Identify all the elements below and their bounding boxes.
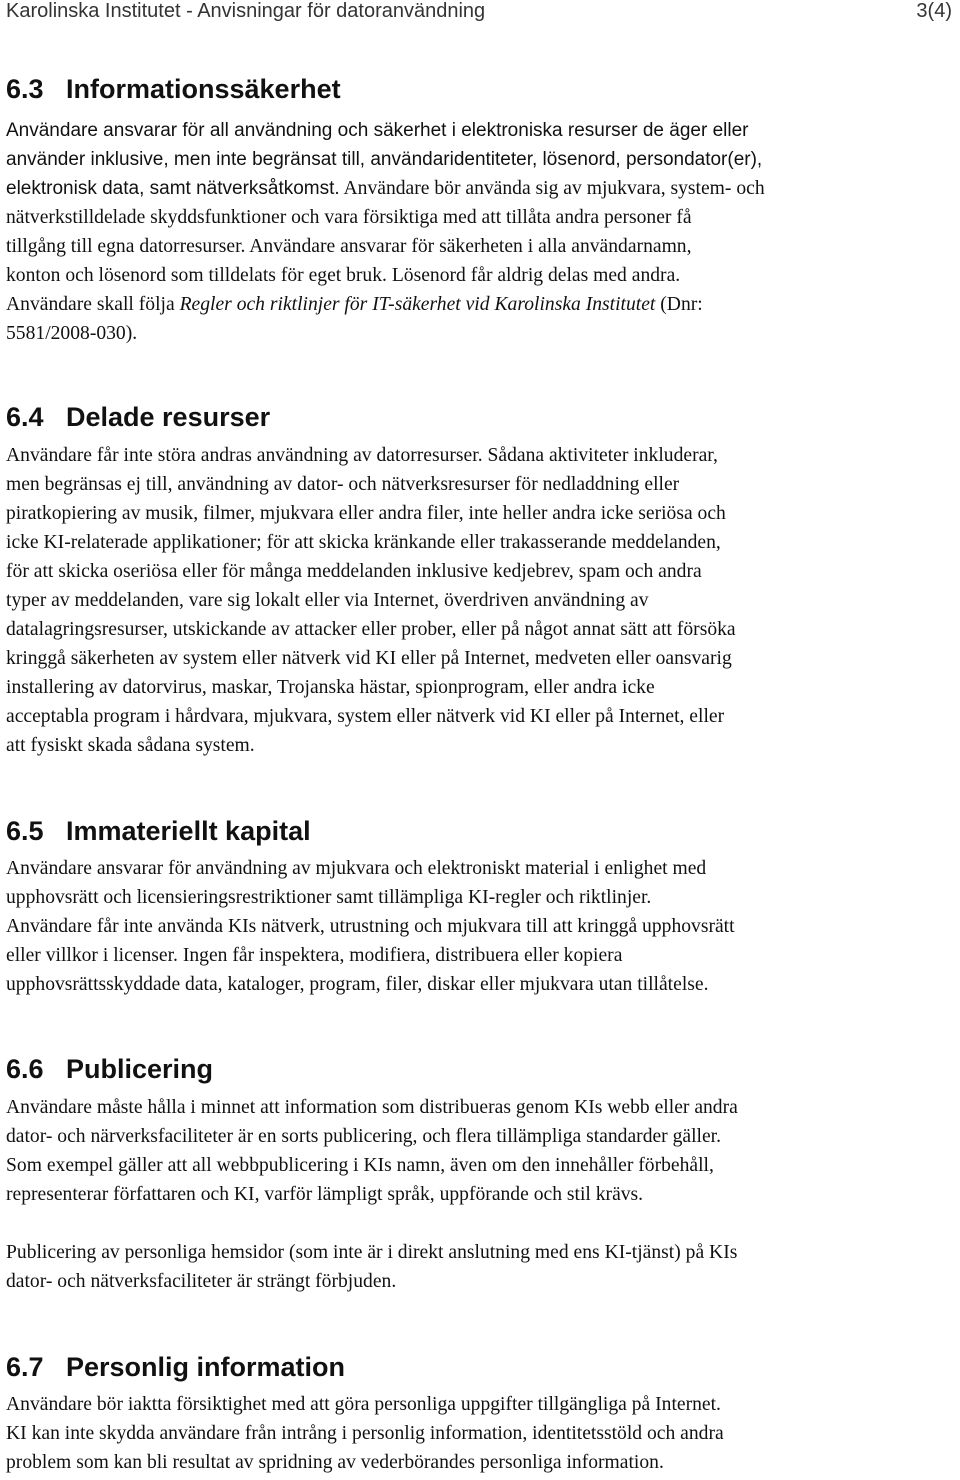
text-line: upphovsrättsskyddade data, kataloger, program, filer, diskar eller mjukvara utan tillåtelse.: [6, 974, 709, 995]
text-line: att fysiskt skada sådana system.: [6, 735, 255, 756]
section-title: Immateriellt kapital: [66, 816, 311, 846]
text-line: använder inklusive, men inte begränsat till, användaridentiteter, lösenord, persondator(er),: [6, 149, 763, 170]
text-line: Användare får inte använda KIs nätverk, utrustning och mjukvara till att kringgå upphovsrätt: [6, 916, 735, 937]
section-6-4-heading: [6, 401, 270, 433]
text-segment: Användare bör använda sig av mjukvara, system- och: [339, 178, 765, 199]
section-6-5-paragraph: [6, 854, 954, 999]
text-segment: elektronisk data, samt nätverksåtkomst.: [6, 178, 340, 199]
text-line: representerar författaren och KI, varför lämpligt språk, uppförande och stil krävs.: [6, 1184, 644, 1205]
text-line: acceptabla program i hårdvara, mjukvara, system eller nätverk vid KI eller på Internet, eller: [6, 706, 725, 727]
section-number: 6.5: [6, 816, 44, 846]
text-line: [6, 290, 954, 319]
section-number: 6.6: [6, 1054, 44, 1084]
section-6-5-heading: [6, 815, 311, 847]
page-header: [6, 0, 952, 28]
section-title: Personlig information: [66, 1352, 346, 1382]
text-line: nätverkstilldelade skyddsfunktioner och vara försiktiga med att tillåta andra personer få: [6, 207, 692, 228]
text-line: typer av meddelanden, vare sig lokalt eller via Internet, överdriven användning av: [6, 590, 649, 611]
text-line: Som exempel gäller att all webbpublicering i KIs namn, även om den innehåller förbehåll,: [6, 1155, 714, 1176]
section-number: 6.7: [6, 1352, 44, 1382]
text-line: Användare ansvarar för all användning och säkerhet i elektroniska resurser de äger eller: [6, 120, 749, 141]
section-title: Delade resurser: [66, 402, 271, 432]
text-line: [6, 174, 954, 203]
text-line: dator- och närverksfaciliteter är en sorts publicering, och flera tillämpliga standarder gäller.: [6, 1126, 722, 1147]
section-title: Informationssäkerhet: [66, 74, 341, 104]
text-line: upphovsrätt och licensieringsrestriktioner samt tillämpliga KI-regler och riktlinjer.: [6, 887, 652, 908]
section-6-6-paragraph-2: [6, 1238, 954, 1296]
text-line: installering av datorvirus, maskar, Trojanska hästar, spionprogram, eller andra icke: [6, 677, 655, 698]
header-title: Karolinska Institutet - Anvisningar för datoranvändning: [6, 0, 486, 22]
section-6-3-heading: [6, 73, 341, 105]
text-segment: (Dnr:: [655, 294, 703, 315]
text-line: dator- och nätverksfaciliteter är strängt förbjuden.: [6, 1271, 397, 1292]
section-6-6-heading: [6, 1053, 213, 1085]
text-line: eller villkor i licenser. Ingen får inspektera, modifiera, distribuera eller kopiera: [6, 945, 623, 966]
document-reference: Regler och riktlinjer för IT-säkerhet vid Karolinska Institutet: [179, 294, 656, 315]
text-line: för att skicka oseriösa eller för många meddelanden inklusive kedjebrev, spam och andra: [6, 561, 702, 582]
section-6-7-heading: [6, 1351, 345, 1383]
text-line: Användare bör iaktta försiktighet med att göra personliga uppgifter tillgängliga på Internet.: [6, 1394, 721, 1415]
text-line: KI kan inte skydda användare från intrång i personlig information, identitetsstöld och andra: [6, 1423, 724, 1444]
text-line: datalagringsresurser, utskickande av attacker eller prober, eller på något annat sätt att försöka: [6, 619, 736, 640]
section-title: Publicering: [66, 1054, 214, 1084]
page-number: 3(4): [916, 0, 952, 22]
section-6-7-paragraph: [6, 1390, 954, 1477]
section-6-4-paragraph: [6, 441, 954, 760]
text-line: 5581/2008-030).: [6, 323, 138, 344]
section-number: 6.4: [6, 402, 44, 432]
text-line: Användare ansvarar för användning av mjukvara och elektroniskt material i enlighet med: [6, 858, 707, 879]
text-line: men begränsas ej till, användning av dator- och nätverksresurser för nedladdning eller: [6, 474, 680, 495]
text-line: konton och lösenord som tilldelats för eget bruk. Lösenord får aldrig delas med andra.: [6, 265, 681, 286]
text-segment: Användare skall följa: [6, 294, 180, 315]
text-line: Användare får inte störa andras användning av datorresurser. Sådana aktiviteter inkluderar,: [6, 445, 718, 466]
text-line: problem som kan bli resultat av spridning av vederbörandes personliga information.: [6, 1452, 664, 1473]
section-6-6-paragraph: [6, 1093, 954, 1209]
text-line: Användare måste hålla i minnet att information som distribueras genom KIs webb eller andra: [6, 1097, 738, 1118]
text-line: icke KI-relaterade applikationer; för att skicka kränkande eller trakasserande meddelanden,: [6, 532, 721, 553]
text-line: Publicering av personliga hemsidor (som inte är i direkt anslutning med ens KI-tjänst) på KIs: [6, 1242, 738, 1263]
section-number: 6.3: [6, 74, 44, 104]
text-line: tillgång till egna datorresurser. Användare ansvarar för säkerheten i alla användarnamn,: [6, 236, 692, 257]
text-line: piratkopiering av musik, filmer, mjukvara eller andra filer, inte heller andra icke seriösa och: [6, 503, 726, 524]
text-line: kringgå säkerheten av system eller nätverk vid KI eller på Internet, medveten eller oansvarig: [6, 648, 732, 669]
section-6-3-paragraph: [6, 116, 954, 348]
